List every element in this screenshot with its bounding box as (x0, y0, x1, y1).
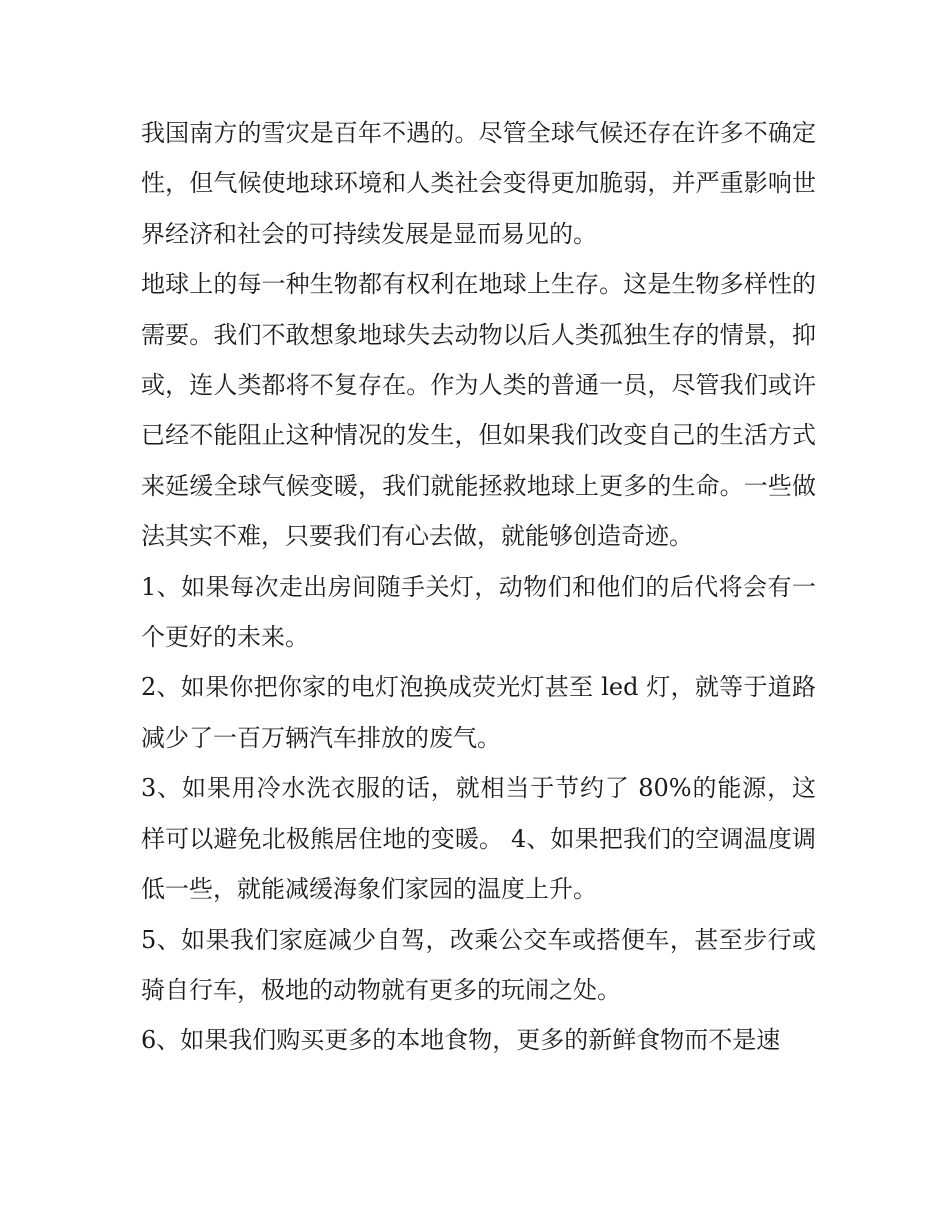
list-item-cold-water-and-ac: 3、如果用冷水洗衣服的话，就相当于节约了 80%的能源，这样可以避免北极熊居住地的变暖。 4、如果把我们的空调温度调低一些，就能减缓海象们家园的温度上升。 (141, 774, 816, 904)
list-item-local-food: 6、如果我们购买更多的本地食物，更多的新鲜食物而不是速 (141, 1026, 781, 1055)
paragraph-snow-disaster: 我国南方的雪灾是百年不遇的。尽管全球气候还存在许多不确定性，但气候使地球环境和人类社会变得更加脆弱，并严重影响世界经济和社会的可持续发展是显而易见的。 (141, 119, 816, 248)
list-item-turn-off-lights: 1、如果每次走出房间随手关灯，动物们和他们的后代将会有一个更好的未来。 (141, 572, 816, 652)
list-item-reduce-driving: 5、如果我们家庭减少自驾，改乘公交车或搭便车，甚至步行或骑自行车，极地的动物就有更多的玩闹之处。 (141, 925, 816, 1004)
list-item-led-bulbs: 2、如果你把你家的电灯泡换成荧光灯甚至 led 灯，就等于道路减少了一百万辆汽车排放的废气。 (141, 673, 816, 752)
paragraph-biodiversity: 地球上的每一种生物都有权利在地球上生存。这是生物多样性的需要。我们不敢想象地球失去动物以后人类孤独生存的情景，抑或，连人类都将不复存在。作为人类的普通一员，尽管我们或许已经不能阻止这种情况的发生，但如果我们改变自己的生活方式来延缓全球气候变暖，我们就能拯救地球上更多的生命。一些做法其实不难，只要我们有心去做，就能够创造奇迹。 (141, 270, 816, 551)
document-body (141, 108, 816, 1066)
